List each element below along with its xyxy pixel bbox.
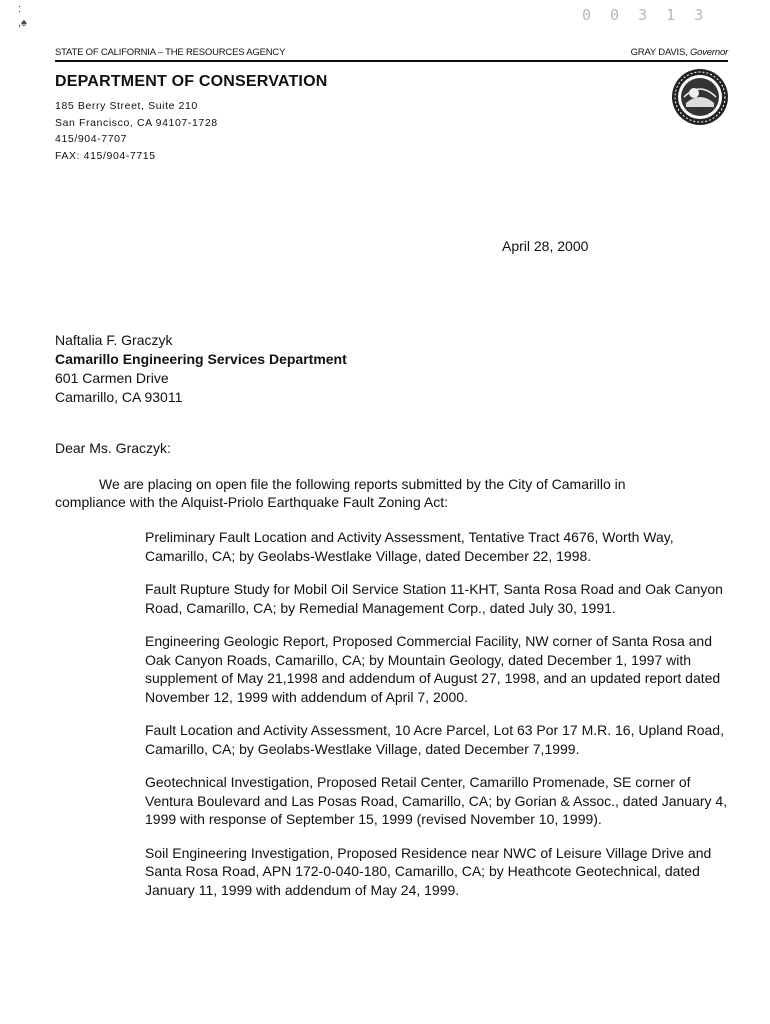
report-item: Soil Engineering Investigation, Proposed Residence near NWC of Leisure Village Drive and Santa Rosa Road, APN 172-0-040-180, Camarillo, CA; by Heathcote Geotechnical, dated January 11, 1999 with addendum of May 24, 1999. — [145, 844, 712, 898]
intro-paragraph: We are placing on open file the following reports submitted by the City of Camarillo in compliance with the Alquist-Priolo Earthquake Fault Zoning Act: — [55, 476, 626, 510]
header-rule — [55, 60, 728, 62]
fax-line: FAX: 415/904-7715 — [55, 149, 156, 162]
recipient-organization: Camarillo Engineering Services Department — [55, 351, 347, 367]
recipient-block — [55, 331, 347, 407]
department-address — [55, 98, 218, 164]
governor-name: GRAY DAVIS, — [630, 47, 688, 58]
report-item: Fault Rupture Study for Mobil Oil Service Station 11-KHT, Santa Rosa Road and Oak Canyon Road, Camarillo, CA; by Remedial Management Corp., dated July 30, 1991. — [145, 581, 723, 616]
report-item: Preliminary Fault Location and Activity Assessment, Tentative Tract 4676, Worth Way, Camarillo, CA; by Geolabs-Westlake Village, dated December 22, 1998. — [145, 529, 674, 564]
recipient-city: Camarillo, CA 93011 — [55, 389, 183, 405]
state-seal-icon — [670, 67, 730, 127]
department-name: DEPARTMENT OF CONSERVATION — [55, 73, 328, 90]
report-item: Engineering Geologic Report, Proposed Commercial Facility, NW corner of Santa Rosa and Oak Canyon Roads, Camarillo, CA; by Mountain Geology, dated December 1, 1997 with supplement of May 21,1998 and addendum of August 27, 1998, and an updated report dated November 12, 1999 with addendum of April 7, 2000. — [145, 633, 721, 705]
report-list — [145, 528, 730, 914]
agency-name: STATE OF CALIFORNIA – THE RESOURCES AGENCY — [55, 47, 286, 58]
governor-title: Governor — [689, 47, 728, 58]
address-line: San Francisco, CA 94107-1728 — [55, 116, 218, 129]
letter-date: April 28, 2000 — [502, 238, 589, 254]
scan-marks: : ,♠ — [18, 3, 27, 29]
document-stamp: 0 0 3 1 3 — [582, 6, 709, 24]
report-item: Geotechnical Investigation, Proposed Retail Center, Camarillo Promenade, SE corner of Ventura Boulevard and Las Posas Road, Camarillo, CA; by Gorian & Assoc., dated January 4, 1999 with response of September 15, 1999 (revised November 10, 1999). — [145, 774, 728, 827]
address-line: 185 Berry Street, Suite 210 — [55, 100, 198, 112]
governor-line — [631, 47, 728, 58]
agency-header — [55, 47, 728, 61]
recipient-name: Naftalia F. Graczyk — [55, 332, 173, 348]
phone-line: 415/904-7707 — [55, 133, 128, 145]
report-item: Fault Location and Activity Assessment, 10 Acre Parcel, Lot 63 Por 17 M.R. 16, Upland Road, Camarillo, CA; by Geolabs-Westlake Village, dated December 7,1999. — [145, 722, 724, 757]
salutation: Dear Ms. Graczyk: — [55, 440, 171, 456]
recipient-street: 601 Carmen Drive — [55, 370, 169, 386]
